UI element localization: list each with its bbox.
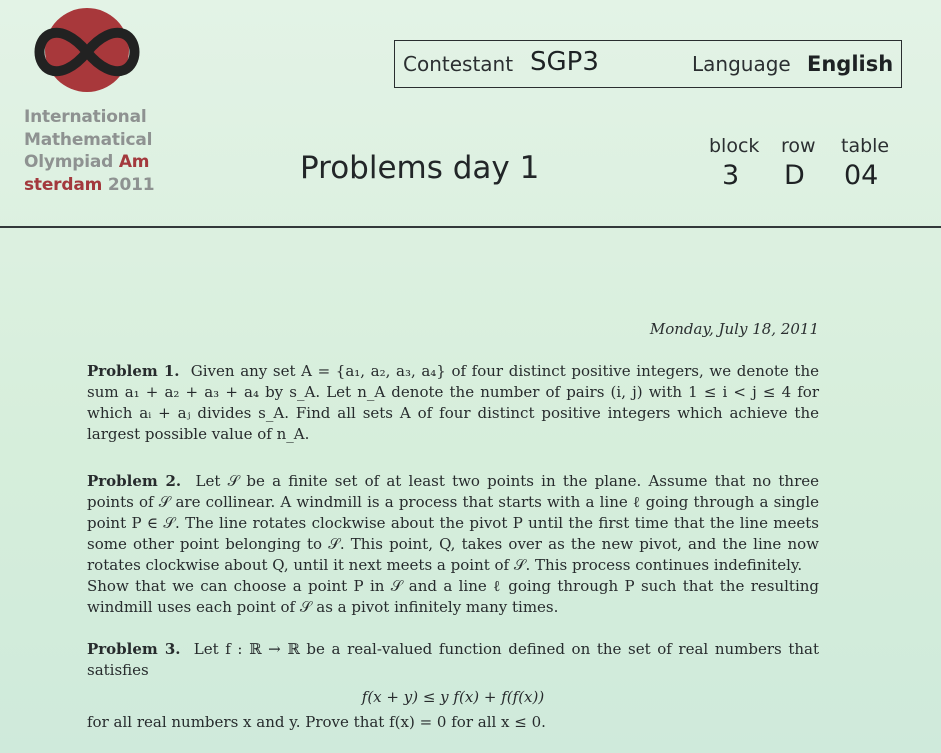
problem-3 [87, 639, 819, 733]
language-value: English [807, 52, 894, 76]
problem-2-text: Let 𝒮 be a finite set of at least two points in the plane. Assume that no three points of 𝒮 are collinear. A windmill is a process that starts with a line ℓ going through a single point P ∈ 𝒮. The line rotates clockwise about the pivot P until the first time that the line meets some other point belonging to 𝒮. This point, Q, takes over as the new pivot, and the line now rotates clockwise about Q, until it next meets a point of 𝒮. This process continues indefinitely. [87, 472, 819, 574]
problem-3-text-2: for all real numbers x and y. Prove that f(x) = 0 for all x ≤ 0. [87, 713, 546, 731]
problem-2 [87, 471, 819, 618]
problem-2-title: Problem 2. [87, 472, 182, 490]
block-label: block [709, 135, 760, 157]
table-value: 04 [844, 160, 879, 191]
row-label: row [781, 135, 816, 157]
problem-1-title: Problem 1. [87, 362, 180, 380]
org-line-2: Mathematical [24, 129, 153, 150]
problem-3-formula: f(x + y) ≤ y f(x) + f(f(x)) [361, 688, 545, 706]
header-divider [0, 226, 941, 228]
row-value: D [784, 160, 805, 191]
exam-date: Monday, July 18, 2011 [649, 320, 819, 338]
org-line-4: sterdam 2011 [24, 174, 155, 195]
problem-1-text: Given any set A = {a₁, a₂, a₃, a₄} of four distinct positive integers, we denote the sum a₁ + a₂ + a₃ + a₄ by s_A. Let n_A denote the number of pairs (i, j) with 1 ≤ i < j ≤ 4 for which aᵢ + aⱼ divides s_A. Find all sets A of four distinct positive integers which achieve the largest possible value of n_A. [87, 362, 819, 443]
problem-1 [87, 361, 819, 445]
org-line-3: Olympiad Am [24, 152, 150, 172]
language-label: Language [692, 52, 791, 76]
table-label: table [841, 135, 890, 157]
organization-name [24, 106, 154, 196]
org-line-1: International [24, 107, 147, 127]
contestant-value: SGP3 [530, 47, 599, 77]
imo-logo [22, 6, 152, 102]
contestant-label: Contestant [403, 52, 514, 76]
block-value: 3 [722, 160, 740, 191]
problem-3-text: Let f : ℝ → ℝ be a real-valued function defined on the set of real numbers that satisfies [87, 640, 820, 679]
problem-2-text-2: Show that we can choose a point P in 𝒮 and a line ℓ going through P such that the resulting windmill uses each point of 𝒮 as a pivot infinitely many times. [87, 577, 819, 616]
page-title: Problems day 1 [300, 150, 540, 186]
contestant-box [394, 40, 902, 88]
problem-3-title: Problem 3. [87, 640, 181, 658]
